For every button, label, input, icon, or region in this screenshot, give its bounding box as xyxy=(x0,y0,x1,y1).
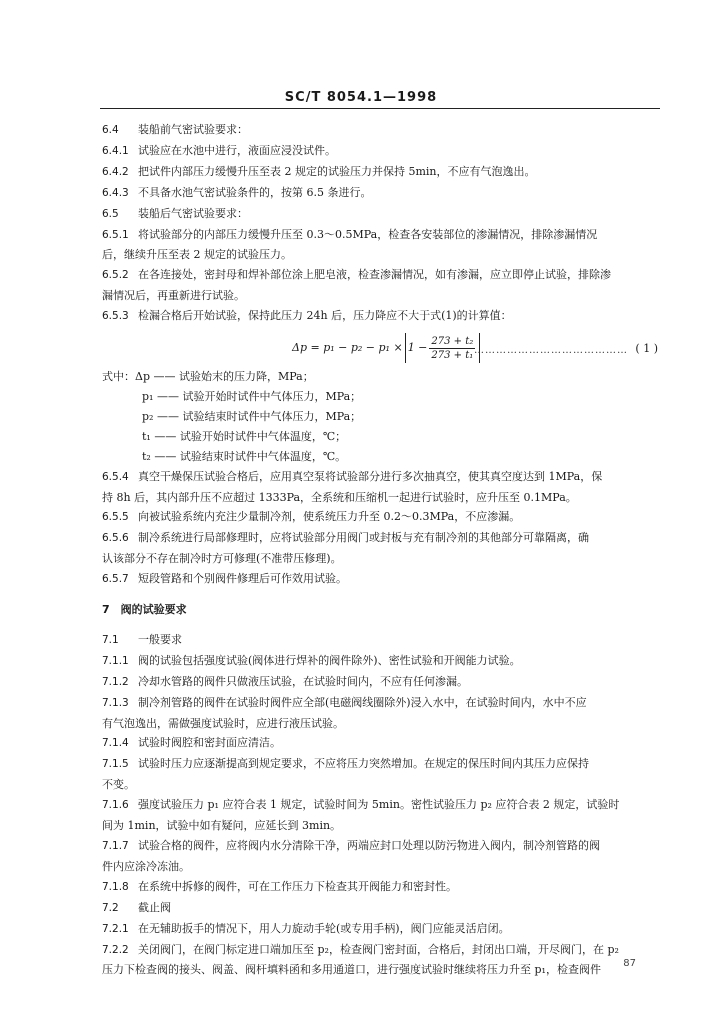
clause-text: 把试件内部压力缓慢升压至表 2 规定的试验压力并保持 5min，不应有气泡逸出。 xyxy=(138,164,536,178)
clause-number: 7.2.2 xyxy=(102,943,129,956)
clause-text: 有气泡逸出，需做强度试验时，应进行液压试验。 xyxy=(102,716,344,730)
formula-leader-dots: …………………………………… xyxy=(474,345,628,357)
clause-text: 检漏合格后开始试验，保持此压力 24h 后，压力降应不大于式(1)的计算值： xyxy=(138,309,512,323)
sec7-line xyxy=(102,672,658,693)
sec7-line xyxy=(102,857,658,877)
sec6-line xyxy=(102,265,658,286)
clause-text: 持 8h 后，其内部升压不应超过 1333Pa，全系统和压缩机一起进行试验时，应升压至 0.1MPa。 xyxy=(102,490,577,504)
clause-number: 6.4.1 xyxy=(102,144,129,157)
clause-text: 短段管路和个别阀件修理后可作效用试验。 xyxy=(138,572,347,586)
sec7-line xyxy=(102,960,658,980)
clause-number: 6.5 xyxy=(102,207,119,220)
sec6-line xyxy=(102,183,658,204)
clause-number: 6.4.3 xyxy=(102,186,129,199)
sec7-line xyxy=(102,919,658,940)
clause-number: 6.5.5 xyxy=(102,511,129,524)
clause-number: 7.1.6 xyxy=(102,799,129,812)
sec6b-line xyxy=(102,488,658,508)
abs-bar-left xyxy=(405,333,406,363)
sec6b-line xyxy=(102,507,658,528)
sec6-line xyxy=(102,306,658,327)
sec7-line xyxy=(102,898,658,919)
sec6-line xyxy=(102,245,658,265)
formula-numerator: 273 + t₂ xyxy=(431,335,474,347)
symbol-definitions xyxy=(102,367,658,467)
sec6b-line xyxy=(102,569,658,590)
clause-number: 6.5.1 xyxy=(102,228,129,241)
clause-text: 件内应涂冷冻油。 xyxy=(102,859,190,873)
clause-number: 7.1.8 xyxy=(102,880,129,893)
section-7-block xyxy=(102,630,658,980)
clause-text: 关闭阀门，在阀门标定进口端加压至 p₂，检查阀门密封面，合格后，封闭出口端，开尽阀门，在 p₂ xyxy=(138,942,619,956)
clause-number: 7.2.1 xyxy=(102,922,129,935)
clause-text: 试验时阀腔和密封面应清洁。 xyxy=(138,736,281,750)
clause-number: 7.1.4 xyxy=(102,737,129,750)
formula-denominator: 273 + t₁ xyxy=(431,349,474,361)
clause-text: 真空干燥保压试验合格后，应用真空泵将试验部分进行多次抽真空，使其真空度达到 1MPa，保 xyxy=(138,469,603,483)
clause-number: 6.5.2 xyxy=(102,269,129,282)
section-6-4-6-5-block xyxy=(102,120,658,327)
sec6-line xyxy=(102,204,658,225)
clause-text: 间为 1min，试验中如有疑问，应延长到 3min。 xyxy=(102,819,342,833)
formula-one: 1 − xyxy=(407,341,428,355)
sec6b-line xyxy=(102,528,658,549)
clause-text: 在无辅助扳手的情况下，用人力旋动手轮(或专用手柄)，阀门应能灵活启闭。 xyxy=(138,921,510,935)
clause-text: 一般要求 xyxy=(138,632,182,646)
clause-text: 阀的试验包括强度试验(阀体进行焊补的阀件除外)、密性试验和开阀能力试验。 xyxy=(138,653,521,667)
sec7-line xyxy=(102,693,658,714)
spacer xyxy=(102,620,658,630)
sec7-line xyxy=(102,795,658,816)
clause-text: 装船前气密试验要求： xyxy=(138,123,248,136)
sec6-line xyxy=(102,141,658,162)
clause-number: 7.1.5 xyxy=(102,758,129,771)
clause-number: 6.5.3 xyxy=(102,310,129,323)
where-item: p₂ —— 试验结束时试件中气体压力，MPa； xyxy=(142,409,362,423)
spacer xyxy=(102,590,658,600)
clause-number: 6.5.7 xyxy=(102,573,129,586)
sec7-line xyxy=(102,733,658,754)
sec7-line xyxy=(102,877,658,898)
clause-text: 不变。 xyxy=(102,778,135,792)
sec7-line xyxy=(102,816,658,836)
where-item: t₂ —— 试验结束时试件中气体温度，℃。 xyxy=(142,449,347,463)
clause-text: 冷却水管路的阀件只做液压试验，在试验时间内，不应有任何渗漏。 xyxy=(138,674,468,688)
clause-text: 制冷剂管路的阀件在试验时阀件应全部(电磁阀线圈除外)浸入水中，在试验时间内，水中不应 xyxy=(138,695,587,709)
sec7-line xyxy=(102,775,658,795)
clause-number: 6.4 xyxy=(102,124,119,136)
header-rule xyxy=(100,108,660,109)
page-header: SC/T 8054.1—1998 xyxy=(284,90,438,105)
sec7-line xyxy=(102,651,658,672)
clause-text: 漏情况后，再重新进行试验。 xyxy=(102,289,245,303)
where-intro: 式中：Δp —— 试验始末的压力降，MPa； xyxy=(102,370,314,384)
clause-text: 压力下检查阀的接头、阀盖、阀杆填料函和多用通道口，进行强度试验时继续将压力升至 p₁，检查阀件 xyxy=(102,963,601,977)
clause-text: 认该部分不存在制冷时方可修理(不准带压修理)。 xyxy=(102,552,342,566)
sec7-line xyxy=(102,714,658,734)
clause-text: 将试验部分的内部压力缓慢升压至 0.3～0.5MPa，检查各安装部位的渗漏情况，排除渗漏情况 xyxy=(138,227,598,241)
where-item: t₁ —— 试验开始时试件中气体温度，℃； xyxy=(142,429,347,443)
document-body xyxy=(102,120,658,980)
sec6-line xyxy=(102,162,658,183)
equation-number: ( 1 ) xyxy=(635,342,658,356)
clause-number: 7.1.2 xyxy=(102,675,129,688)
page-number: 87 xyxy=(623,958,636,969)
clause-text: 试验合格的阀件，应将阀内水分清除干净，两端应封口处理以防污物进入阀内，制冷剂管路的阀 xyxy=(138,839,600,852)
where-items xyxy=(102,387,658,467)
clause-number: 7.1.7 xyxy=(102,840,129,852)
clause-text: 后，继续升压至表 2 规定的试验压力。 xyxy=(102,248,292,262)
clause-text: 制冷系统进行局部修理时，应将试验部分用阀门或封板与充有制冷剂的其他部分可靠隔离，确 xyxy=(138,531,589,545)
clause-number: 6.4.2 xyxy=(102,165,129,178)
sec7-line xyxy=(102,940,658,961)
sec7-line xyxy=(102,630,658,651)
clause-text: 试验应在水池中进行，液面应浸没试件。 xyxy=(138,143,336,157)
formula-fraction xyxy=(429,335,475,362)
clause-number: 6.5.4 xyxy=(102,470,129,483)
clause-text: 试验时压力应逐渐提高到规定要求，不应将压力突然增加。在规定的保压时间内其压力应保持 xyxy=(138,757,589,771)
clause-text: 不具备水池气密试验条件的，按第 6.5 条进行。 xyxy=(138,185,372,199)
sec6b-line xyxy=(102,467,658,488)
clause-number: 7.1.1 xyxy=(102,654,129,667)
clause-number: 7.2 xyxy=(102,901,119,914)
clause-number: 7.1.3 xyxy=(102,696,129,709)
where-item: p₁ —— 试验开始时试件中气体压力，MPa； xyxy=(142,389,362,403)
clause-text: 截止阀 xyxy=(138,900,171,914)
clause-text: 在各连接处，密封母和焊补部位涂上肥皂液，检查渗漏情况，如有渗漏，应立即停止试验，排除渗 xyxy=(138,268,611,282)
clause-text: 向被试验系统内充注少量制冷剂，使系统压力升至 0.2～0.3MPa，不应渗漏。 xyxy=(138,510,521,524)
formula-expression xyxy=(292,333,482,363)
clause-text: 装船后气密试验要求： xyxy=(138,206,248,220)
clause-number: 7.1 xyxy=(102,633,119,646)
sec7-line xyxy=(102,836,658,857)
section-6-5-continued-block xyxy=(102,467,658,590)
sec6b-line xyxy=(102,549,658,569)
sec6-line xyxy=(102,225,658,246)
clause-text: 强度试验压力 p₁ 应符合表 1 规定，试验时间为 5min。密性试验压力 p₂ 应符合表 2 规定，试验时 xyxy=(138,798,620,812)
sec6-line xyxy=(102,286,658,306)
sec7-line xyxy=(102,754,658,775)
sec6-line xyxy=(102,120,658,141)
clause-text: 在系统中拆修的阀件，可在工作压力下检查其开阀能力和密封性。 xyxy=(138,879,457,893)
section-7-heading: 7 阀的试验要求 xyxy=(102,603,187,617)
formula-1 xyxy=(102,329,658,365)
clause-number: 6.5.6 xyxy=(102,532,129,545)
formula-lhs: Δp = p₁ − p₂ − p₁ × xyxy=(292,341,403,355)
